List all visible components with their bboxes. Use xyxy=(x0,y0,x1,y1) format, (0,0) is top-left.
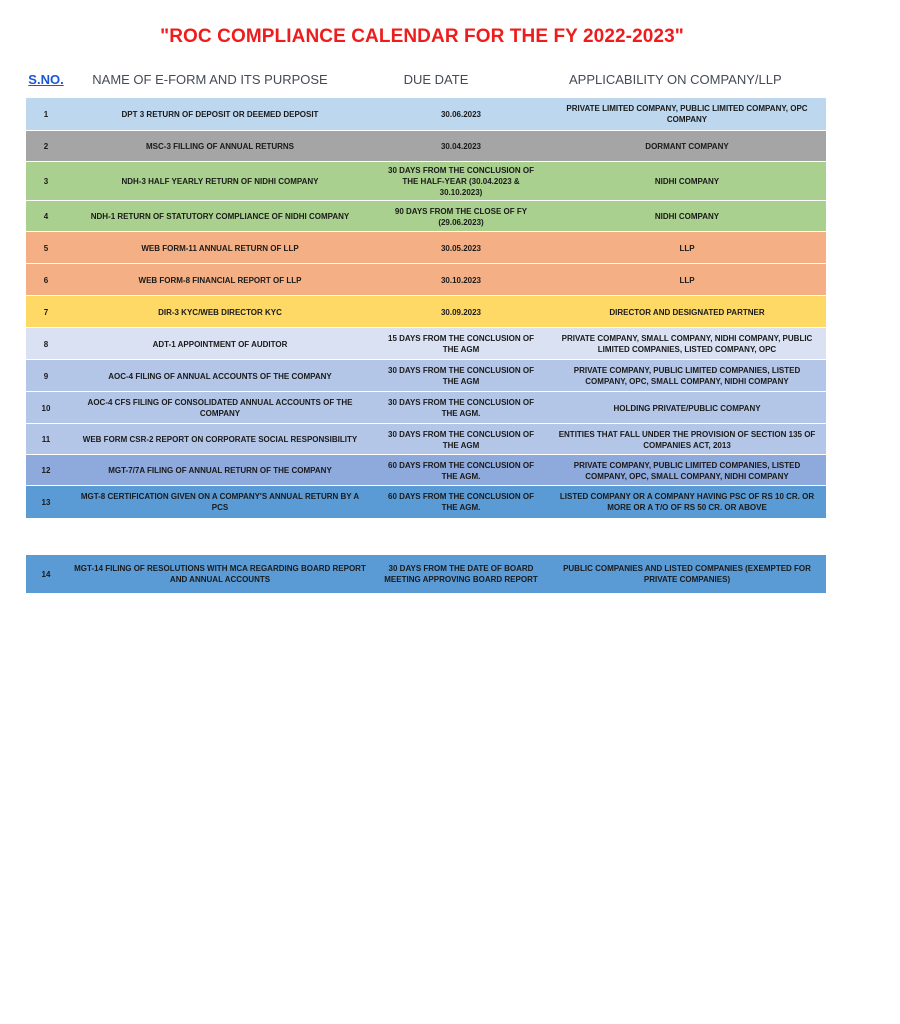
row-applicability: NIDHI COMPANY xyxy=(654,212,720,221)
header-applicability: APPLICABILITY ON COMPANY/LLP xyxy=(569,72,782,87)
table-row xyxy=(26,161,826,201)
row-form-name: DPT 3 RETURN OF DEPOSIT OR DEEMED DEPOSIT xyxy=(121,109,319,119)
row-form-name: MGT-7/7A FILING OF ANNUAL RETURN OF THE COMPANY xyxy=(108,466,332,475)
row-applicability: PRIVATE COMPANY, SMALL COMPANY, NIDHI COMPANY, PUBLIC LIMITED COMPANIES, LISTED COMPANY, OPC xyxy=(561,334,813,354)
row-sno: 3 xyxy=(43,177,49,186)
row-form-name: WEB FORM-11 ANNUAL RETURN OF LLP xyxy=(141,243,299,253)
row-applicability: NIDHI COMPANY xyxy=(654,177,720,186)
row-applicability: DIRECTOR AND DESIGNATED PARTNER xyxy=(609,307,765,317)
row-sno: 4 xyxy=(43,212,49,221)
row-sno: 1 xyxy=(43,109,49,119)
row-sno: 11 xyxy=(41,435,51,444)
row-due-date: 90 DAYS FROM THE CLOSE OF FY (29.06.2023) xyxy=(394,206,528,227)
row-applicability: LLP xyxy=(679,243,695,253)
row-due-date: 30.05.2023 xyxy=(440,243,482,253)
table-row xyxy=(26,200,826,232)
table-row xyxy=(26,454,826,486)
row-form-name: AOC-4 CFS FILING OF CONSOLIDATED ANNUAL ACCOUNTS OF THE COMPANY xyxy=(87,398,353,418)
row-form-name: DIR-3 KYC/WEB DIRECTOR KYC xyxy=(158,307,282,317)
row-due-date: 30.10.2023 xyxy=(440,275,482,285)
row-form-name: MGT-14 FILING OF RESOLUTIONS WITH MCA REGARDING BOARD REPORT AND ANNUAL ACCOUNTS xyxy=(74,564,366,584)
row-due-date: 30 DAYS FROM THE CONCLUSION OF THE AGM. xyxy=(388,398,534,418)
table-row xyxy=(26,485,826,518)
header-sno: S.NO. xyxy=(28,72,64,87)
page-title: "ROC COMPLIANCE CALENDAR FOR THE FY 2022-2023" xyxy=(160,26,684,47)
row-sno: 13 xyxy=(41,497,51,507)
table-row xyxy=(26,555,826,593)
row-due-date: 30 DAYS FROM THE DATE OF BOARD MEETING APPROVING BOARD REPORT xyxy=(384,564,538,584)
table-row xyxy=(26,423,826,455)
row-due-date: 15 DAYS FROM THE CONCLUSION OF THE AGM xyxy=(388,334,534,354)
table-row xyxy=(26,391,826,424)
table-row xyxy=(26,130,826,162)
row-form-name: MGT-8 CERTIFICATION GIVEN ON A COMPANY'S ANNUAL RETURN BY A PCS xyxy=(80,492,360,512)
row-applicability: DORMANT COMPANY xyxy=(645,142,729,151)
row-applicability: LLP xyxy=(679,275,695,285)
row-applicability: PUBLIC COMPANIES AND LISTED COMPANIES (EXEMPTED FOR PRIVATE COMPANIES) xyxy=(563,564,811,584)
row-form-name: MSC-3 FILLING OF ANNUAL RETURNS xyxy=(146,142,294,151)
row-applicability: ENTITIES THAT FALL UNDER THE PROVISION OF SECTION 135 OF COMPANIES ACT, 2013 xyxy=(558,429,816,450)
row-sno: 12 xyxy=(41,466,51,475)
row-due-date: 30.04.2023 xyxy=(440,142,482,151)
row-sno: 5 xyxy=(43,243,49,253)
row-due-date: 30 DAYS FROM THE CONCLUSION OF THE AGM xyxy=(388,429,534,450)
table-row xyxy=(26,98,826,130)
table-row xyxy=(26,295,826,328)
row-due-date: 60 DAYS FROM THE CONCLUSION OF THE AGM. xyxy=(388,460,534,481)
row-applicability: HOLDING PRIVATE/PUBLIC COMPANY xyxy=(613,403,761,413)
row-form-name: ADT-1 APPOINTMENT OF AUDITOR xyxy=(152,339,288,349)
table-header xyxy=(0,72,900,94)
header-due-date: DUE DATE xyxy=(403,72,469,87)
row-applicability: PRIVATE COMPANY, PUBLIC LIMITED COMPANIES, LISTED COMPANY, OPC, SMALL COMPANY, NIDHI COMPANY xyxy=(573,366,801,386)
row-due-date: 30 DAYS FROM THE CONCLUSION OF THE HALF-YEAR (30.04.2023 & 30.10.2023) xyxy=(388,166,534,197)
row-sno: 8 xyxy=(43,339,49,349)
row-form-name: NDH-3 HALF YEARLY RETURN OF NIDHI COMPANY xyxy=(121,177,319,186)
row-form-name: AOC-4 FILING OF ANNUAL ACCOUNTS OF THE COMPANY xyxy=(108,371,332,381)
row-sno: 14 xyxy=(41,569,51,579)
table-row xyxy=(26,231,826,264)
row-sno: 9 xyxy=(43,371,49,381)
header-form-name: NAME OF E-FORM AND ITS PURPOSE xyxy=(92,72,328,87)
table-row xyxy=(26,359,826,392)
row-sno: 2 xyxy=(43,142,49,151)
table-row xyxy=(26,327,826,360)
row-due-date: 30.09.2023 xyxy=(440,307,482,317)
row-sno: 7 xyxy=(43,307,49,317)
row-form-name: WEB FORM CSR-2 REPORT ON CORPORATE SOCIAL RESPONSIBILITY xyxy=(82,435,358,444)
table-row xyxy=(26,263,826,296)
row-sno: 6 xyxy=(43,275,49,285)
row-applicability: LISTED COMPANY OR A COMPANY HAVING PSC OF RS 10 CR. OR MORE OR A T/O OF RS 50 CR. OR ABOVE xyxy=(559,492,815,512)
row-applicability: PRIVATE LIMITED COMPANY, PUBLIC LIMITED COMPANY, OPC COMPANY xyxy=(566,104,808,124)
row-form-name: WEB FORM-8 FINANCIAL REPORT OF LLP xyxy=(138,275,302,285)
row-due-date: 60 DAYS FROM THE CONCLUSION OF THE AGM. xyxy=(388,492,534,512)
row-applicability: PRIVATE COMPANY, PUBLIC LIMITED COMPANIES, LISTED COMPANY, OPC, SMALL COMPANY, NIDHI COMPANY xyxy=(573,460,801,481)
row-due-date: 30.06.2023 xyxy=(440,109,482,119)
row-sno: 10 xyxy=(41,403,51,413)
row-due-date: 30 DAYS FROM THE CONCLUSION OF THE AGM xyxy=(388,366,534,386)
row-form-name: NDH-1 RETURN OF STATUTORY COMPLIANCE OF NIDHI COMPANY xyxy=(90,212,350,221)
